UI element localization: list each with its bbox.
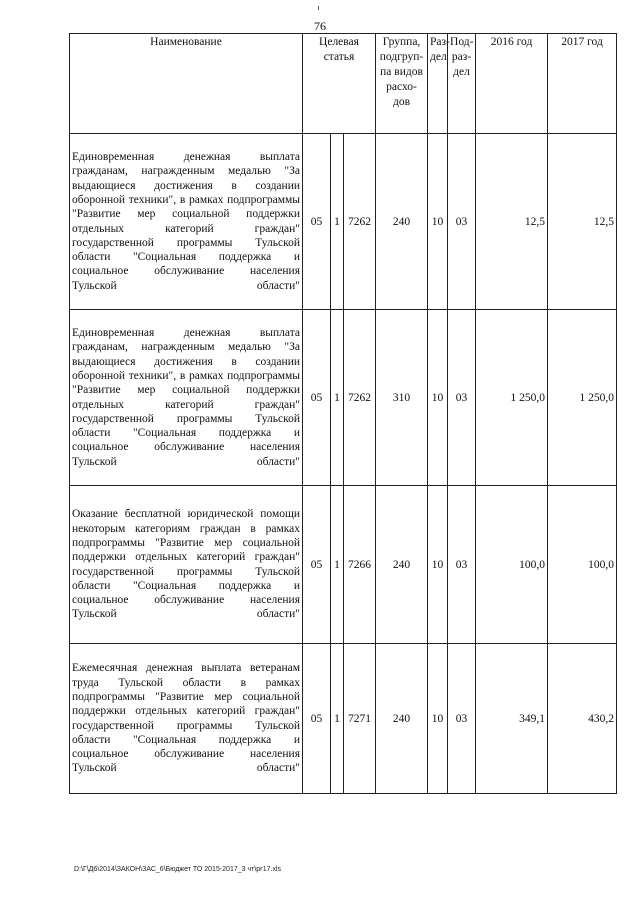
header-target-article: Целевая статья	[303, 34, 376, 134]
row-group: 240	[376, 644, 428, 794]
row-group: 240	[376, 134, 428, 310]
row-cs2: 1	[331, 486, 344, 644]
header-2016: 2016 год	[476, 34, 548, 134]
row-cs3: 7262	[344, 134, 376, 310]
row-2017: 430,2	[548, 644, 617, 794]
file-path-footer: D:\Г\Д6\2014\ЗАКОН\ЗАС_6\Бюджет ТО 2015-2017_3 чт\рг17.xls	[74, 866, 282, 873]
row-cs3: 7266	[344, 486, 376, 644]
row-cs1: 05	[303, 486, 331, 644]
header-group: Группа, подгруп-па видов расхо-дов	[376, 34, 428, 134]
row-section: 10	[428, 310, 448, 486]
row-section: 10	[428, 644, 448, 794]
row-cs2: 1	[331, 644, 344, 794]
row-section: 10	[428, 134, 448, 310]
row-2016: 100,0	[476, 486, 548, 644]
row-group: 310	[376, 310, 428, 486]
row-2016: 12,5	[476, 134, 548, 310]
row-cs2: 1	[331, 310, 344, 486]
table-row	[70, 134, 617, 310]
row-name: Ежемесячная денежная выплата ветеранам труда Тульской области в рамках подпрограммы "Развитие мер социальной поддержки отдельных категорий граждан" государственной программы Тульской области "Социальная поддержка и социальное обслуживание населения Тульской области"	[70, 644, 303, 794]
row-group: 240	[376, 486, 428, 644]
row-subsection: 03	[448, 134, 476, 310]
table-row	[70, 644, 617, 794]
page-number: 76	[314, 19, 326, 33]
row-2016: 1 250,0	[476, 310, 548, 486]
header-2017: 2017 год	[548, 34, 617, 134]
budget-table	[69, 33, 617, 794]
row-cs3: 7262	[344, 310, 376, 486]
row-cs3: 7271	[344, 644, 376, 794]
row-2017: 1 250,0	[548, 310, 617, 486]
row-2017: 100,0	[548, 486, 617, 644]
header-subsection: Под-раз-дел	[448, 34, 476, 134]
row-cs2: 1	[331, 134, 344, 310]
header-row	[70, 34, 617, 134]
row-subsection: 03	[448, 644, 476, 794]
row-2016: 349,1	[476, 644, 548, 794]
row-name: Оказание бесплатной юридической помощи некоторым категориям граждан в рамках подпрограммы "Развитие мер социальной поддержки отдельных категорий граждан" государственной программы Тульской области "Социальная поддержка и социальное обслуживание населения Тульской области"	[70, 486, 303, 644]
row-cs1: 05	[303, 310, 331, 486]
row-cs1: 05	[303, 134, 331, 310]
row-subsection: 03	[448, 310, 476, 486]
row-2017: 12,5	[548, 134, 617, 310]
table-row	[70, 310, 617, 486]
table-row	[70, 486, 617, 644]
row-name: Единовременная денежная выплата гражданам, награжденным медалью "За выдающиеся достижения в создании оборонной техники", в рамках подпрограммы "Развитие мер социальной поддержки отдельных категорий граждан" государственной программы Тульской области "Социальная поддержка и социальное обслуживание населения Тульской области"	[70, 134, 303, 310]
row-subsection: 03	[448, 486, 476, 644]
row-cs1: 05	[303, 644, 331, 794]
row-name: Единовременная денежная выплата гражданам, награжденным медалью "За выдающиеся достижения в создании оборонной техники", в рамках подпрограммы "Развитие мер социальной поддержки отдельных категорий граждан" государственной программы Тульской области "Социальная поддержка и социальное обслуживание населения Тульской области"	[70, 310, 303, 486]
row-section: 10	[428, 486, 448, 644]
header-name: Наименование	[70, 34, 303, 134]
header-section: Раз-дел	[428, 34, 448, 134]
scan-mark	[318, 6, 319, 10]
